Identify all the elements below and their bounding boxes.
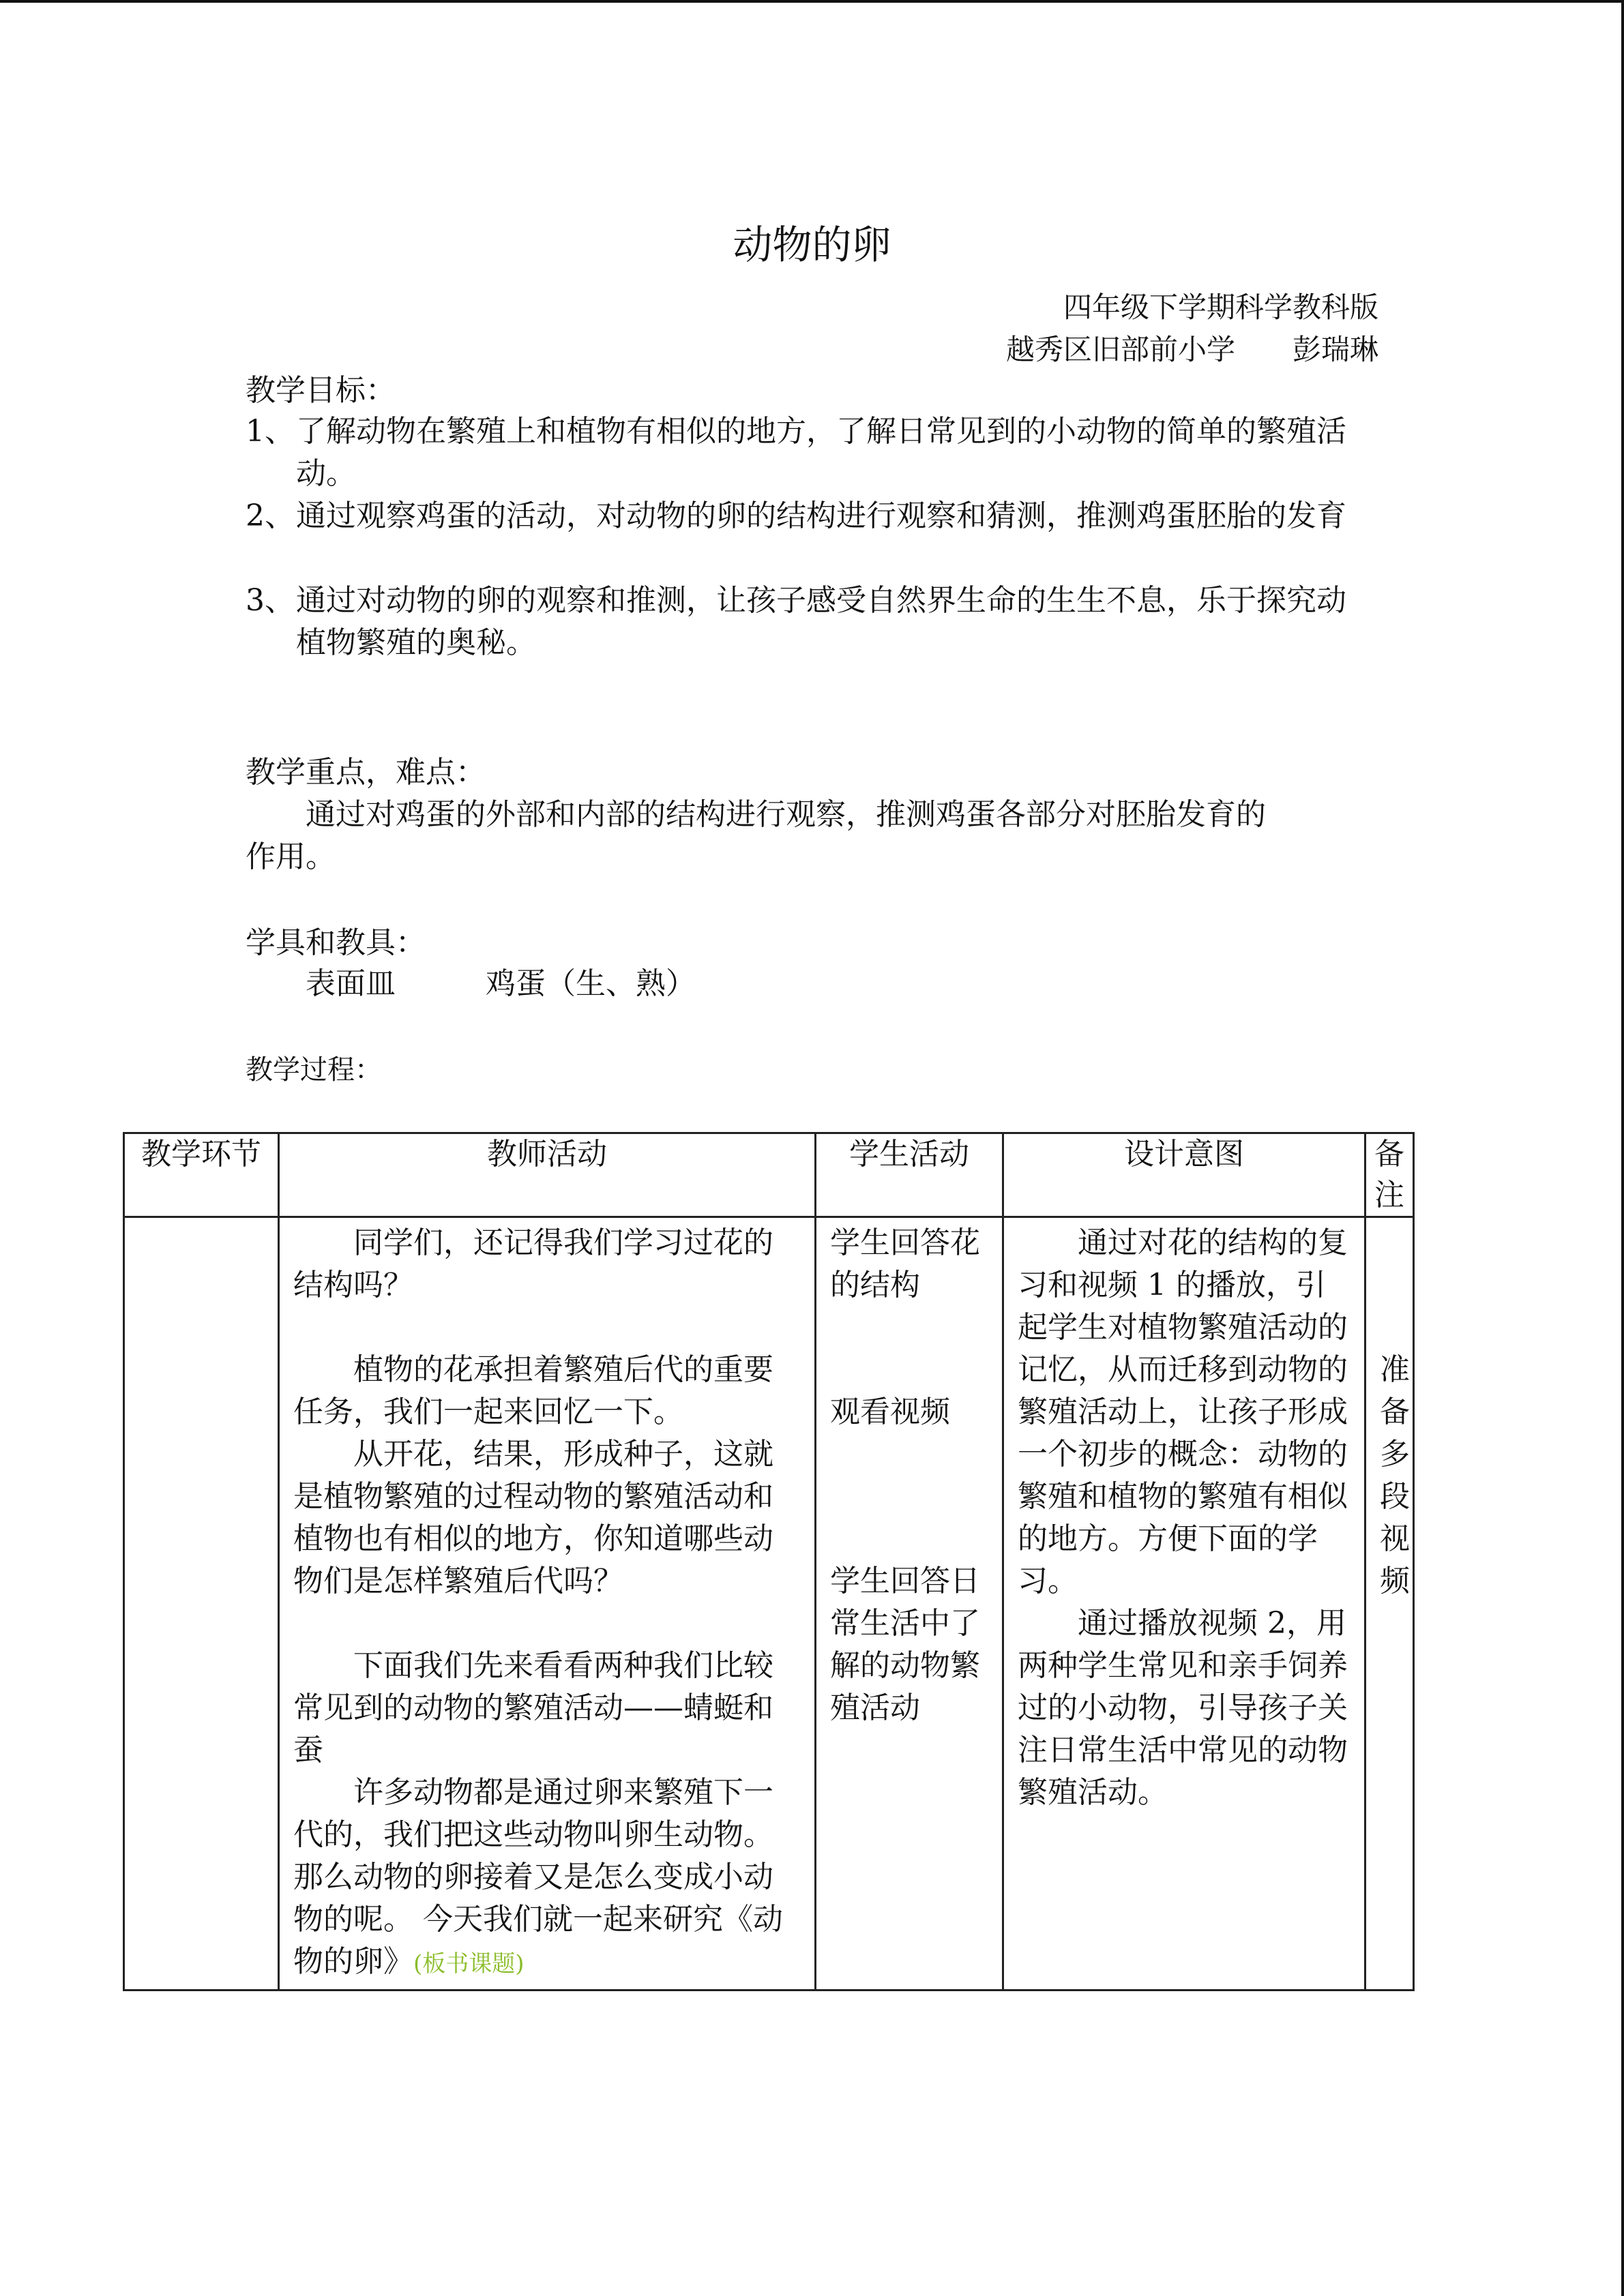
objectives-heading: 教学目标： <box>246 373 396 408</box>
key-points-line: 作用。 <box>246 839 336 874</box>
page-top-border <box>0 0 1624 3</box>
page-right-border <box>1621 0 1624 2296</box>
board-note: (板书课题) <box>413 1950 525 1978</box>
header-student-activity: 学生活动 <box>816 1133 1003 1217</box>
grade-info: 四年级下学期科学教科版 <box>1063 290 1378 324</box>
design-paragraph: 通过对花的结构的复习和视频 1 的播放，引起学生对植物繁殖活动的记忆，从而迁移到动物的繁殖活动上，让孩子形成一个初步的概念：动物的繁殖和植物的繁殖有相似的地方。方便下面的学习。 <box>1018 1225 1348 1598</box>
table-header-row <box>124 1133 1414 1217</box>
teacher-paragraph: 植物的花承担着繁殖后代的重要任务，我们一起来回忆一下。 <box>293 1352 773 1429</box>
objective-item-2 <box>246 495 1350 537</box>
remark-text: 准备多段视频 <box>1380 1352 1410 1598</box>
student-activity: 学生回答日常生活中了解的动物繁殖活动 <box>830 1564 980 1725</box>
document-title: 动物的卵 <box>733 222 891 268</box>
cell-remarks <box>1365 1217 1414 1991</box>
header-teacher-activity: 教师活动 <box>279 1133 816 1217</box>
student-activity: 观看视频 <box>830 1395 950 1429</box>
objective-item-3 <box>246 580 1350 664</box>
teacher-paragraph: 下面我们先来看看两种我们比较常见到的动物的繁殖活动——蜻蜓和蚕 <box>293 1648 773 1768</box>
objective-item-1 <box>246 411 1350 495</box>
objective-number: 3、 <box>246 583 295 618</box>
header-stage: 教学环节 <box>124 1133 279 1217</box>
tools-heading: 学具和教具： <box>246 925 426 960</box>
school-author-info: 越秀区旧部前小学 彭瑞琳 <box>1005 333 1378 366</box>
tools-line: 表面皿 鸡蛋（生、熟） <box>246 966 696 1001</box>
objective-text: 通过观察鸡蛋的活动，对动物的卵的结构进行观察和猜测，推测鸡蛋胚胎的发育 <box>296 498 1346 533</box>
teaching-process-table <box>123 1132 1415 1991</box>
process-heading: 教学过程： <box>246 1054 382 1086</box>
teacher-paragraph-text: 许多动物都是通过卵来繁殖下一代的，我们把这些动物叫卵生动物。 那么动物的卵接着又是怎么变成小动物的呢。 今天我们就一起来研究《动物的卵》 <box>293 1775 788 1979</box>
design-paragraph: 通过播放视频 2，用两种学生常见和亲手饲养过的小动物，引导孩子关注日常生活中常见的动物繁殖活动。 <box>1018 1606 1348 1810</box>
objective-number: 2、 <box>246 498 295 533</box>
cell-design-intent <box>1003 1217 1365 1991</box>
key-points-line: 通过对鸡蛋的外部和内部的结构进行观察，推测鸡蛋各部分对胚胎发育的 <box>246 797 1266 832</box>
table-row <box>124 1217 1414 1991</box>
key-points-heading: 教学重点，难点： <box>246 755 486 790</box>
cell-student-activity <box>816 1217 1003 1991</box>
cell-teacher-activity <box>279 1217 816 1991</box>
objective-text: 通过对动物的卵的观察和推测，让孩子感受自然界生命的生生不息，乐于探究动植物繁殖的奥秘。 <box>296 583 1346 660</box>
header-design-intent: 设计意图 <box>1003 1133 1365 1217</box>
teacher-paragraph: 同学们，还记得我们学习过花的结构吗？ <box>293 1225 773 1302</box>
objective-number: 1、 <box>246 414 295 449</box>
teacher-paragraph <box>293 1772 801 1985</box>
objective-text: 了解动物在繁殖上和植物有相似的地方，了解日常见到的小动物的简单的繁殖活动。 <box>296 414 1346 491</box>
teacher-paragraph: 从开花，结果，形成种子，这就是植物繁殖的过程动物的繁殖活动和植物也有相似的地方，你知道哪些动物们是怎样繁殖后代吗？ <box>293 1437 773 1598</box>
header-remarks: 备注 <box>1365 1133 1414 1217</box>
cell-stage <box>124 1217 279 1991</box>
student-activity: 学生回答花的结构 <box>830 1225 980 1302</box>
